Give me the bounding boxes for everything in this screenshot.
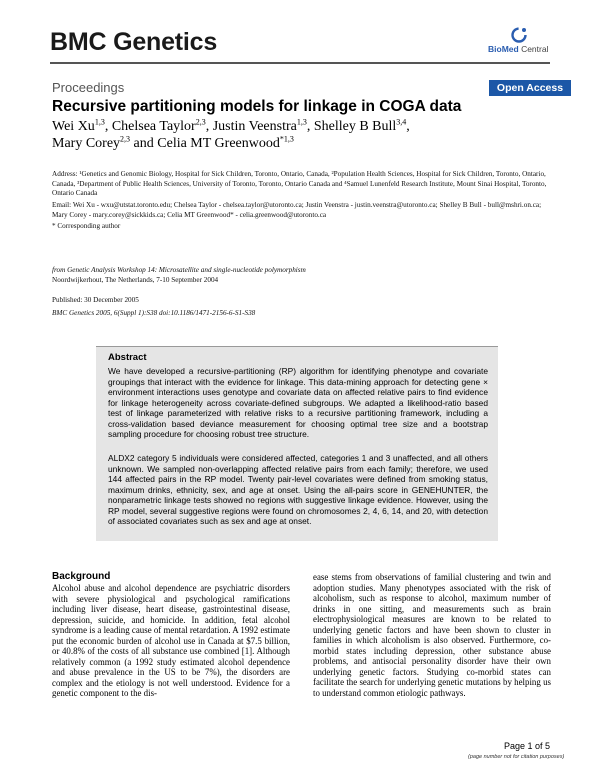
workshop-line-1: from Genetic Analysis Workshop 14: Microsatellite and single-nucleotide polymorphism — [52, 266, 306, 274]
background-right-column: ease stems from observations of familial clustering and twin and adoption studies. Many phenotypes associated with the risk of alcoholism, such as response to alcohol, maximum number of drinks in one sitting, and measurements such as brain electrophysiological measures are known to be related to underlying genetic factors and have been shown to cluster in families in which alcoholism is also observed. Furthermore, co-morbid states including depression, other substance abuse problems, and antisocial personality disorder have their own underlying genetic factors. Studying co-morbid states can facilitate the search for underlying genetic mutations by helping us to understand common etiologic pathways. — [313, 572, 551, 698]
abstract-paragraph-1: We have developed a recursive-partitioning (RP) algorithm for identifying phenotype and covariate groupings that interact with the evidence for linkage. This data-mining approach for detecting gene × environment interactions uses genotype and covariate data on affected relative pairs to find evidence for linkage heterogeneity across covariate-defined subgroups. We adapted a likelihood-ratio based test of linkage parameterized with relative risks to a recursive partitioning framework, including a cross-validation based deviance measurement for choosing optimal tree size and a bootstrap sampling procedure for choosing robust tree structure. — [108, 366, 488, 439]
page-number: Page 1 of 5 — [504, 741, 551, 751]
abstract-heading: Abstract — [108, 352, 147, 363]
background-left-column: Alcohol abuse and alcohol dependence are psychiatric disorders with severe physiological and psychological ramifications including liver disease, heart disease, gastrointestinal disease, depression, suicide, and homicide. In addition, fetal alcohol syndrome is a leading cause of mental retardation. A 1992 estimate put the economic burden of alcohol use in Canada at $7.5 billion, or 40.8% of the costs of all substance use combined [1]. Although relatively common (a 1992 study estimated alcohol dependence and abuse prevalence in the US to be 7%), the disorders are complex and the etiology is not well understood. Evidence for a genetic component to the dis- — [52, 583, 290, 698]
workshop-source — [52, 266, 552, 285]
page-number-note: (page number not for citation purposes) — [468, 754, 565, 760]
abstract-paragraph-2: ALDX2 category 5 individuals were considered affected, categories 1 and 3 unaffected, and all others unknown. We sampled non-overlapping affected relative pairs from each family; therefore, we used 144 affected pairs in the RP model. Twenty pair-level covariates were defined from smoking status, maximum drinks, ethnicity, sex, and age at onset. Using the all-pairs score in GENEHUNTER, the nonparametric linkage tests showed no regions with suggestive linkage evidence. However, using the RP model, several suggestive regions were found on chromosomes 2, 4, 6, 14, and 20, with detection of associated covariates such as sex and age at onset. — [108, 453, 488, 526]
article-title: Recursive partitioning models for linkage in COGA data — [52, 98, 462, 115]
biomed-logo-icon — [510, 26, 528, 44]
email-list: Email: Wei Xu - wxu@utstat.toronto.edu; Chelsea Taylor - chelsea.taylor@utoronto.ca; Justin Veenstra - justin.veenstra@utoronto.ca; Shelley B Bull - bull@mshri.on.ca; Mary Corey - mary.corey@sickkids.ca; Celia MT Greenwood* - celia.greenwood@utoronto.ca — [52, 201, 542, 219]
logo-text-central: Central — [518, 44, 549, 54]
section-label: Proceedings — [52, 80, 125, 95]
affiliations: Address: ¹Genetics and Genomic Biology, Hospital for Sick Children, Toronto, Ontario, Canada, ²Population Health Sciences, Hospital for Sick Children, Toronto, Ontario, Canada, ³Department of Public Health Sciences, University of Toronto, Toronto, Ontario Canada and ⁴Samuel Lunenfeld Research Institute, Mount Sinai Hospital, Toronto, Ontario Canada — [52, 170, 547, 197]
author-list: Wei Xu$^{1,3}$, Chelsea Taylor$^{2,3}$, Justin Veenstra$^{1,3}$, Shelley B Bull$^{3,4}$, Mary Corey$^{2,3}$ and Celia MT Greenwood$^{*1,3}$ — [52, 117, 410, 151]
header-rule — [50, 62, 550, 64]
logo-text-med: Med — [501, 44, 519, 54]
open-access-badge: Open Access — [489, 80, 571, 96]
journal-name: BMC Genetics — [50, 28, 218, 56]
logo-text-bio: Bio — [488, 44, 502, 54]
workshop-line-2: Noordwijkerhout, The Netherlands, 7-10 September 2004 — [52, 275, 219, 284]
corresponding-author-note: * Corresponding author — [52, 222, 121, 230]
citation-line: BMC Genetics 2005, 6(Suppl 1):S38 doi:10.1186/1471-2156-6-S1-S38 — [52, 309, 256, 317]
biomed-central-logo — [488, 26, 548, 56]
published-date: Published: 30 December 2005 — [52, 296, 139, 304]
background-heading: Background — [52, 571, 111, 582]
